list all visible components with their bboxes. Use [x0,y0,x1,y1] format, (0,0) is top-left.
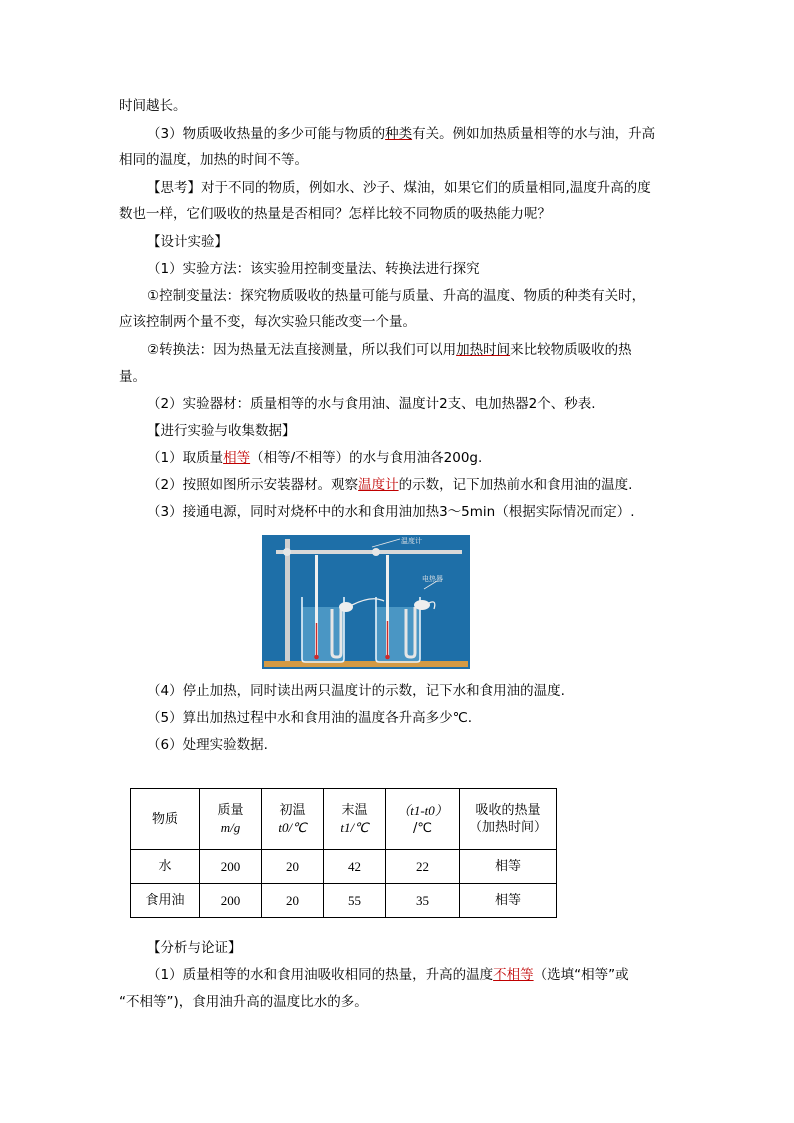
text-line: （3）物质吸收热量的多少可能与物质的种类有关。例如加热质量相等的水与油，升高 [147,126,656,142]
experiment-figure [262,535,470,669]
section-heading: 【设计实验】 [147,234,228,250]
header-cell: 末温 t1/℃ [324,789,386,850]
text-line: 数也一样，它们吸收的热量是否相同？怎样比较不同物质的吸热能力呢？ [119,206,551,222]
table-cell: 35 [386,884,460,918]
table-cell: 相等 [460,850,557,884]
table-cell: 200 [200,884,262,918]
text-line: （1）质量相等的水和食用油吸收相同的热量，升高的温度不相等（选填“相等”或 [147,967,629,983]
stand-base [264,661,468,667]
answer-blank: 种类 [385,126,413,142]
text-line: “不相等”)，食用油升高的温度比水的多。 [119,994,368,1010]
table-cell: 55 [324,884,386,918]
text-line: （2）实验器材：质量相等的水与食用油、温度计2支、电加热器2个、秒表. [147,396,596,412]
text-line: （3）接通电源，同时对烧杯中的水和食用油加热3～5min（根据实际情况而定）. [147,504,635,520]
answer-blank: 温度计 [358,477,399,493]
table-cell: 200 [200,850,262,884]
header-cell: 质量 m/g [200,789,262,850]
text-line: （2）按照如图所示安装器材。观察温度计的示数，记下加热前水和食用油的温度. [147,477,633,493]
section-heading: 【分析与论证】 [147,940,242,956]
label-thermometer: 温度计 [401,537,422,545]
clamp-knob [372,548,380,556]
table-row [131,884,557,918]
stand-rod [285,539,290,662]
data-table [130,788,557,918]
text-line: 应该控制两个量不变，每次实验只能改变一个量。 [119,314,416,330]
text-line: 量。 [119,369,146,385]
text-line: （1）实验方法：该实验用控制变量法、转换法进行探究 [147,261,480,277]
table-cell: 20 [262,850,324,884]
figure-background [262,535,470,669]
text-line: 相同的温度，加热的时间不等。 [119,152,308,168]
header-cell: 初温 t0/℃ [262,789,324,850]
answer-blank: 不相等 [493,967,534,983]
answer-blank: 相等 [223,450,251,466]
clamp-knob [283,548,291,556]
label-heater: 电热器 [422,575,443,583]
text-line: （4）停止加热，同时读出两只温度计的示数，记下水和食用油的温度. [147,683,565,699]
text-line: （1）取质量相等（相等/不相等）的水与食用油各200g. [147,450,483,466]
header-cell: 吸收的热量 （加热时间） [460,789,557,850]
text-line: ①控制变量法：探究物质吸收的热量可能与质量、升高的温度、物质的种类有关时， [147,288,646,304]
text-line: 【思考】对于不同的物质，例如水、沙子、煤油，如果它们的质量相同,温度升高的度 [147,180,651,196]
table-cell: 42 [324,850,386,884]
table-cell: 22 [386,850,460,884]
header-cell: （t1-t0） /℃ [386,789,460,850]
table-cell: 食用油 [131,884,200,918]
section-heading: 【进行实验与收集数据】 [147,423,296,439]
text-line: （6）处理实验数据. [147,737,268,753]
table-header-row [131,789,557,850]
header-cell: 物质 [131,789,200,850]
text-line: ②转换法：因为热量无法直接测量，所以我们可以用加热时间来比较物质吸收的热 [147,342,632,358]
text-line: 时间越长。 [119,98,187,114]
clamp-arm [276,550,462,554]
table-cell: 相等 [460,884,557,918]
table-cell: 水 [131,850,200,884]
text-line: （5）算出加热过程中水和食用油的温度各升高多少℃. [147,710,473,726]
table-row [131,850,557,884]
table-cell: 20 [262,884,324,918]
answer-blank: 加热时间 [456,342,511,358]
